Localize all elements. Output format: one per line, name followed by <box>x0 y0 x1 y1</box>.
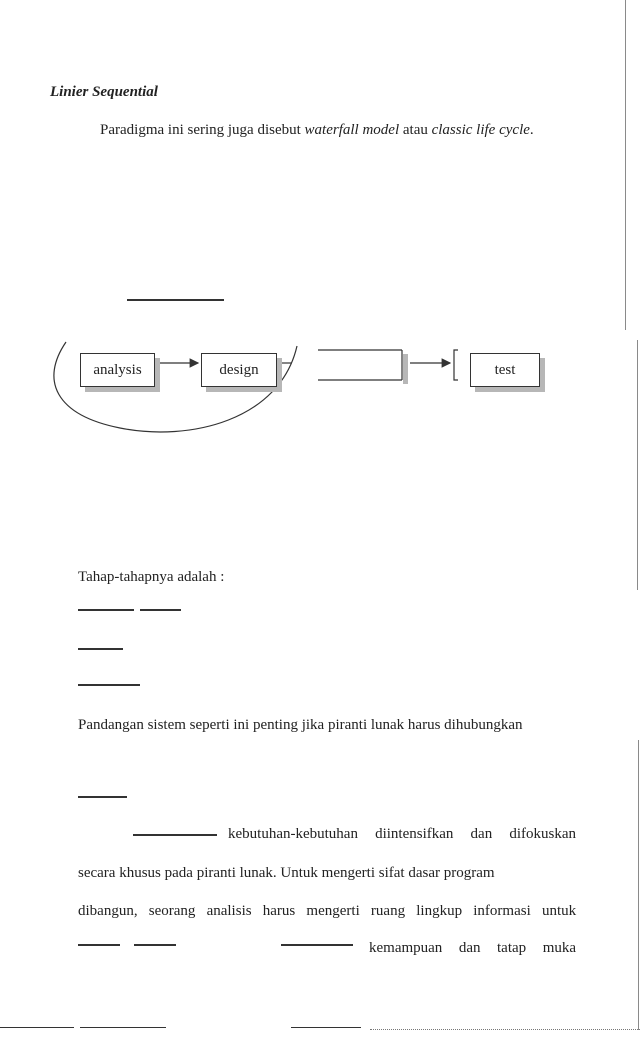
paragraph-line: kemampuan dan tatap muka <box>369 940 577 956</box>
waterfall-diagram <box>0 320 643 460</box>
text-underline <box>281 944 353 946</box>
bottom-rule <box>0 1027 74 1028</box>
step-underline <box>78 609 134 611</box>
text-underline <box>127 299 224 301</box>
analysis-box: analysis <box>80 353 155 387</box>
step-underline <box>140 609 181 611</box>
term-waterfall-model: waterfall model <box>304 122 400 138</box>
section-heading: Linier Sequential <box>50 84 158 100</box>
bottom-rule <box>80 1027 166 1028</box>
step-underline <box>78 648 123 650</box>
term-classic-life-cycle: classic life cycle <box>431 122 530 138</box>
box-bracket <box>454 350 458 380</box>
text-underline <box>78 944 120 946</box>
page-edge-line <box>638 740 639 1030</box>
scan-artifact <box>370 1029 640 1030</box>
paragraph-line: secara khusus pada piranti lunak. Untuk mengerti sifat dasar program <box>78 865 495 881</box>
paragraph-system-view: Pandangan sistem seperti ini penting jika piranti lunak harus dihubungkan <box>78 717 523 733</box>
bottom-rule <box>291 1027 361 1028</box>
paragraph-line: dibangun, seorang analisis harus mengerti ruang lingkup informasi untuk <box>78 903 577 919</box>
page-edge-line <box>625 0 626 330</box>
test-box: test <box>470 353 540 387</box>
intro-text: . <box>529 122 534 138</box>
intro-paragraph <box>100 121 534 139</box>
text-underline <box>133 834 217 836</box>
paragraph-line: kebutuhan-kebutuhan diintensifkan dan difokuskan <box>228 826 577 842</box>
steps-intro: Tahap-tahapnya adalah : <box>78 569 225 585</box>
design-box: design <box>201 353 277 387</box>
text-underline <box>134 944 176 946</box>
intro-text: atau <box>399 122 432 138</box>
step-underline <box>78 684 140 686</box>
section-underline <box>78 796 127 798</box>
intro-text: Paradigma ini sering juga disebut <box>100 122 305 138</box>
